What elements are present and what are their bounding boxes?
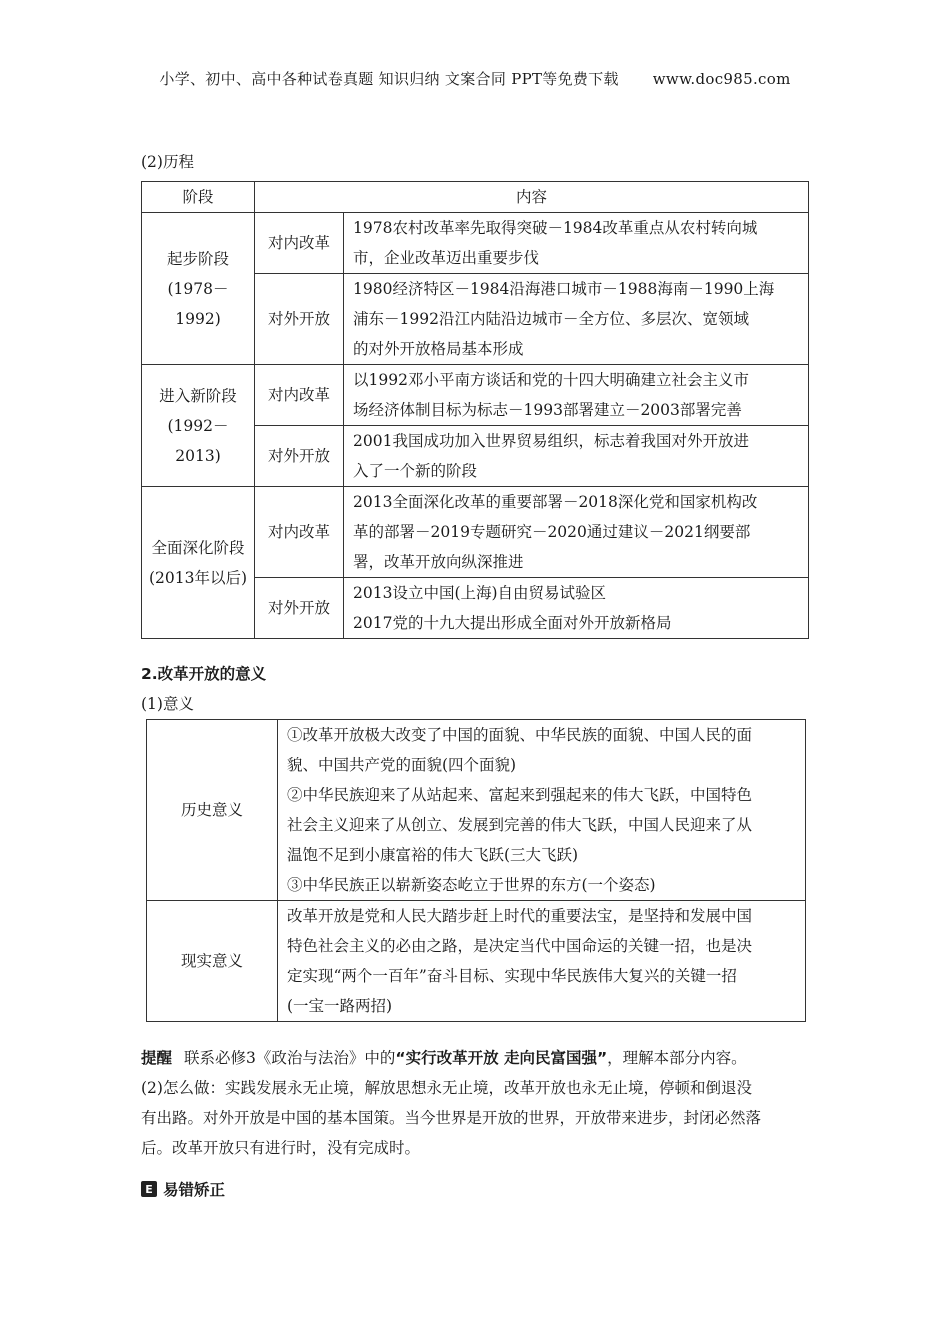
stage-years: (1978－1992)	[167, 279, 229, 328]
stage-name: 起步阶段	[166, 249, 229, 268]
content-line: 市，企业改革迈出重要步伐	[353, 249, 540, 267]
stage-years: (1992－2013)	[167, 416, 229, 465]
how-to-paragraph	[141, 1073, 811, 1163]
meaning-subtitle: (1)意义	[141, 695, 194, 713]
meaning-heading: 2.改革开放的意义	[141, 665, 267, 683]
content-line: 2013设立中国(上海)自由贸易试验区	[353, 584, 607, 602]
tip-paragraph	[141, 1043, 811, 1073]
content-line: 改革开放是党和人民大踏步赶上时代的重要法宝，是坚持和发展中国	[287, 907, 753, 925]
paragraph-line: 有出路。对外开放是中国的基本国策。当今世界是开放的世界，开放带来进步，封闭必然落	[141, 1109, 762, 1127]
table-row	[142, 365, 809, 426]
stage-cell	[142, 365, 255, 487]
content-line: 2013全面深化改革的重要部署－2018深化党和国家机构改	[353, 493, 758, 511]
tip-emphasis: “实行改革开放 走向民富国强”	[395, 1049, 608, 1067]
stage-cell	[142, 487, 255, 639]
content-line: 定实现“两个一百年”奋斗目标、实现中华民族伟大复兴的关键一招	[287, 967, 737, 985]
table-row	[142, 487, 809, 578]
content-line: 革的部署－2019专题研究－2020通过建议－2021纲要部	[353, 523, 751, 541]
content-line: 2017党的十九大提出形成全面对外开放新格局	[353, 614, 672, 632]
content-line: 入了一个新的阶段	[353, 462, 478, 480]
content-cell	[344, 426, 809, 487]
content-line: 1978农村改革率先取得突破－1984改革重点从农村转向城	[353, 219, 758, 237]
kind-cell: 对内改革	[255, 365, 344, 426]
content-line: 貌、中国共产党的面貌(四个面貌)	[287, 756, 517, 774]
content-line: ①改革开放极大改变了中国的面貌、中华民族的面貌、中国人民的面	[287, 726, 753, 744]
content-line: 社会主义迎来了从创立、发展到完善的伟大飞跃，中国人民迎来了从	[287, 816, 753, 834]
kind-cell: 对外开放	[255, 274, 344, 365]
table-row	[142, 213, 809, 274]
content-cell	[344, 365, 809, 426]
tip-label: 提醒	[141, 1049, 173, 1067]
paragraph-line: (2)怎么做：实践发展永无止境，解放思想永无止境，改革开放也永无止境，停顿和倒退没	[141, 1079, 752, 1097]
content-cell	[344, 578, 809, 639]
content-line: 浦东－1992沿江内陆沿边城市－全方位、多层次、宽领域	[353, 310, 749, 328]
content-cell	[278, 901, 806, 1022]
kind-cell: 对内改革	[255, 487, 344, 578]
table-row	[147, 720, 806, 901]
meaning-table	[146, 719, 806, 1022]
kind-cell: 对内改革	[255, 213, 344, 274]
content-cell	[344, 274, 809, 365]
tip-text-before: 联系必修3《政治与法治》中的	[184, 1049, 396, 1067]
content-line: 温饱不足到小康富裕的伟大飞跃(三大飞跃)	[287, 846, 579, 864]
column-header-content: 内容	[255, 182, 809, 213]
table-header-row	[142, 182, 809, 213]
kind-cell: 对外开放	[255, 578, 344, 639]
content-line: 2001我国成功加入世界贸易组织，标志着我国对外开放进	[353, 432, 749, 450]
content-line: 1980经济特区－1984沿海港口城市－1988海南－1990上海	[353, 280, 775, 298]
page-header	[0, 68, 950, 89]
content-cell	[278, 720, 806, 901]
stage-name: 进入新阶段	[159, 386, 237, 405]
tip-text-after: ，理解本部分内容。	[607, 1049, 747, 1067]
header-url[interactable]: www.doc985.com	[652, 70, 791, 88]
correction-label: 易错矫正	[163, 1181, 226, 1199]
kind-cell: 历史意义	[147, 720, 278, 901]
history-table	[141, 181, 809, 639]
correction-heading	[141, 1178, 225, 1200]
content-line: ③中华民族正以崭新姿态屹立于世界的东方(一个姿态)	[287, 876, 656, 894]
column-header-stage: 阶段	[142, 182, 255, 213]
content-cell	[344, 213, 809, 274]
content-line: 的对外开放格局基本形成	[353, 340, 524, 358]
correction-icon: E	[141, 1181, 157, 1197]
stage-cell	[142, 213, 255, 365]
content-line: 署，改革开放向纵深推进	[353, 553, 524, 571]
content-line: 以1992邓小平南方谈话和党的十四大明确建立社会主义市	[353, 371, 749, 389]
stage-years: (2013年以后)	[148, 568, 248, 587]
content-line: 场经济体制目标为标志－1993部署建立－2003部署完善	[353, 401, 742, 419]
kind-cell: 现实意义	[147, 901, 278, 1022]
stage-name: 全面深化阶段	[151, 538, 245, 557]
kind-cell: 对外开放	[255, 426, 344, 487]
content-line: ②中华民族迎来了从站起来、富起来到强起来的伟大飞跃，中国特色	[287, 786, 753, 804]
content-line: (一宝一路两招)	[287, 997, 393, 1015]
content-line: 特色社会主义的必由之路，是决定当代中国命运的关键一招，也是决	[287, 937, 753, 955]
paragraph-line: 后。改革开放只有进行时，没有完成时。	[141, 1139, 421, 1157]
header-text: 小学、初中、高中各种试卷真题 知识归纳 文案合同 PPT等免费下载	[159, 70, 619, 88]
table-row	[147, 901, 806, 1022]
content-cell	[344, 487, 809, 578]
history-title: (2)历程	[141, 153, 194, 171]
